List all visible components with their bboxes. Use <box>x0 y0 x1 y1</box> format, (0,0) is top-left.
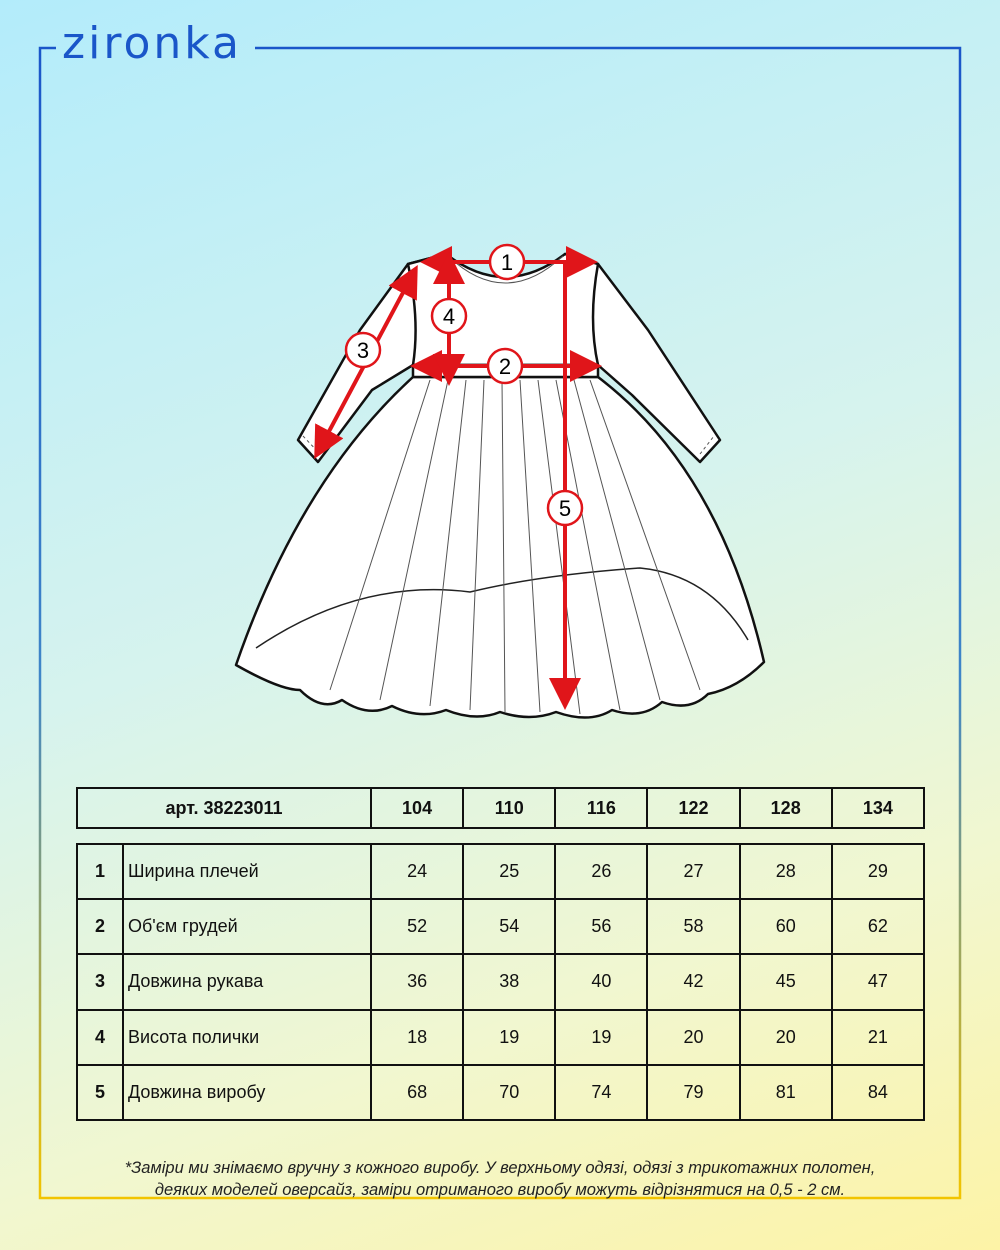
svg-text:2: 2 <box>498 354 512 379</box>
cell-value: 54 <box>463 899 555 954</box>
row-number: 4 <box>77 1010 123 1065</box>
cell-value: 19 <box>555 1010 647 1065</box>
cell-value: 79 <box>647 1065 739 1120</box>
svg-text:4: 4 <box>442 304 456 329</box>
cell-value: 56 <box>555 899 647 954</box>
cell-value: 20 <box>647 1010 739 1065</box>
row-number: 2 <box>77 899 123 954</box>
badge-1 <box>490 245 524 279</box>
svg-text:1: 1 <box>500 250 514 275</box>
svg-text:3: 3 <box>356 338 370 363</box>
cell-value: 84 <box>832 1065 924 1120</box>
badge-5 <box>548 491 582 525</box>
cell-value: 60 <box>740 899 832 954</box>
size-134: 134 <box>832 788 924 828</box>
cell-value: 24 <box>371 844 463 899</box>
table-row <box>77 1010 924 1065</box>
cell-value: 36 <box>371 954 463 1009</box>
dress-diagram <box>230 240 790 720</box>
cell-value: 29 <box>832 844 924 899</box>
cell-value: 28 <box>740 844 832 899</box>
table-row <box>77 954 924 1009</box>
cell-value: 40 <box>555 954 647 1009</box>
footnote <box>40 1157 960 1201</box>
row-number: 1 <box>77 844 123 899</box>
cell-value: 27 <box>647 844 739 899</box>
cell-value: 45 <box>740 954 832 1009</box>
table-row <box>77 844 924 899</box>
cell-value: 81 <box>740 1065 832 1120</box>
size-122: 122 <box>647 788 739 828</box>
row-label: Ширина плечей <box>123 844 371 899</box>
row-label: Довжина виробу <box>123 1065 371 1120</box>
row-label: Довжина рукава <box>123 954 371 1009</box>
cell-value: 18 <box>371 1010 463 1065</box>
cell-value: 38 <box>463 954 555 1009</box>
table-row <box>77 899 924 954</box>
footnote-line-2: деяких моделей оверсайз, заміри отриманого виробу можуть відрізнятися на 0,5 - 2 см. <box>154 1181 846 1199</box>
size-128: 128 <box>740 788 832 828</box>
article-number: арт. 38223011 <box>77 788 371 828</box>
cell-value: 42 <box>647 954 739 1009</box>
cell-value: 58 <box>647 899 739 954</box>
badge-4 <box>432 299 466 333</box>
cell-value: 74 <box>555 1065 647 1120</box>
row-label: Висота полички <box>123 1010 371 1065</box>
size-104: 104 <box>371 788 463 828</box>
table-row <box>77 1065 924 1120</box>
cell-value: 52 <box>371 899 463 954</box>
brand-logo: zironka <box>62 18 242 69</box>
cell-value: 68 <box>371 1065 463 1120</box>
cell-value: 62 <box>832 899 924 954</box>
row-number: 5 <box>77 1065 123 1120</box>
svg-text:5: 5 <box>558 496 572 521</box>
badge-2 <box>488 349 522 383</box>
cell-value: 20 <box>740 1010 832 1065</box>
cell-value: 70 <box>463 1065 555 1120</box>
measurements-table <box>76 843 925 1121</box>
footnote-line-1: *Заміри ми знімаємо вручну з кожного виробу. У верхньому одязі, одязі з трикотажних полотен, <box>124 1159 876 1177</box>
cell-value: 47 <box>832 954 924 1009</box>
badge-3 <box>346 333 380 367</box>
cell-value: 26 <box>555 844 647 899</box>
cell-value: 19 <box>463 1010 555 1065</box>
cell-value: 25 <box>463 844 555 899</box>
size-header-table <box>76 787 925 829</box>
row-label: Об'єм грудей <box>123 899 371 954</box>
size-header-row <box>77 788 924 828</box>
size-116: 116 <box>555 788 647 828</box>
row-number: 3 <box>77 954 123 1009</box>
size-110: 110 <box>463 788 555 828</box>
cell-value: 21 <box>832 1010 924 1065</box>
